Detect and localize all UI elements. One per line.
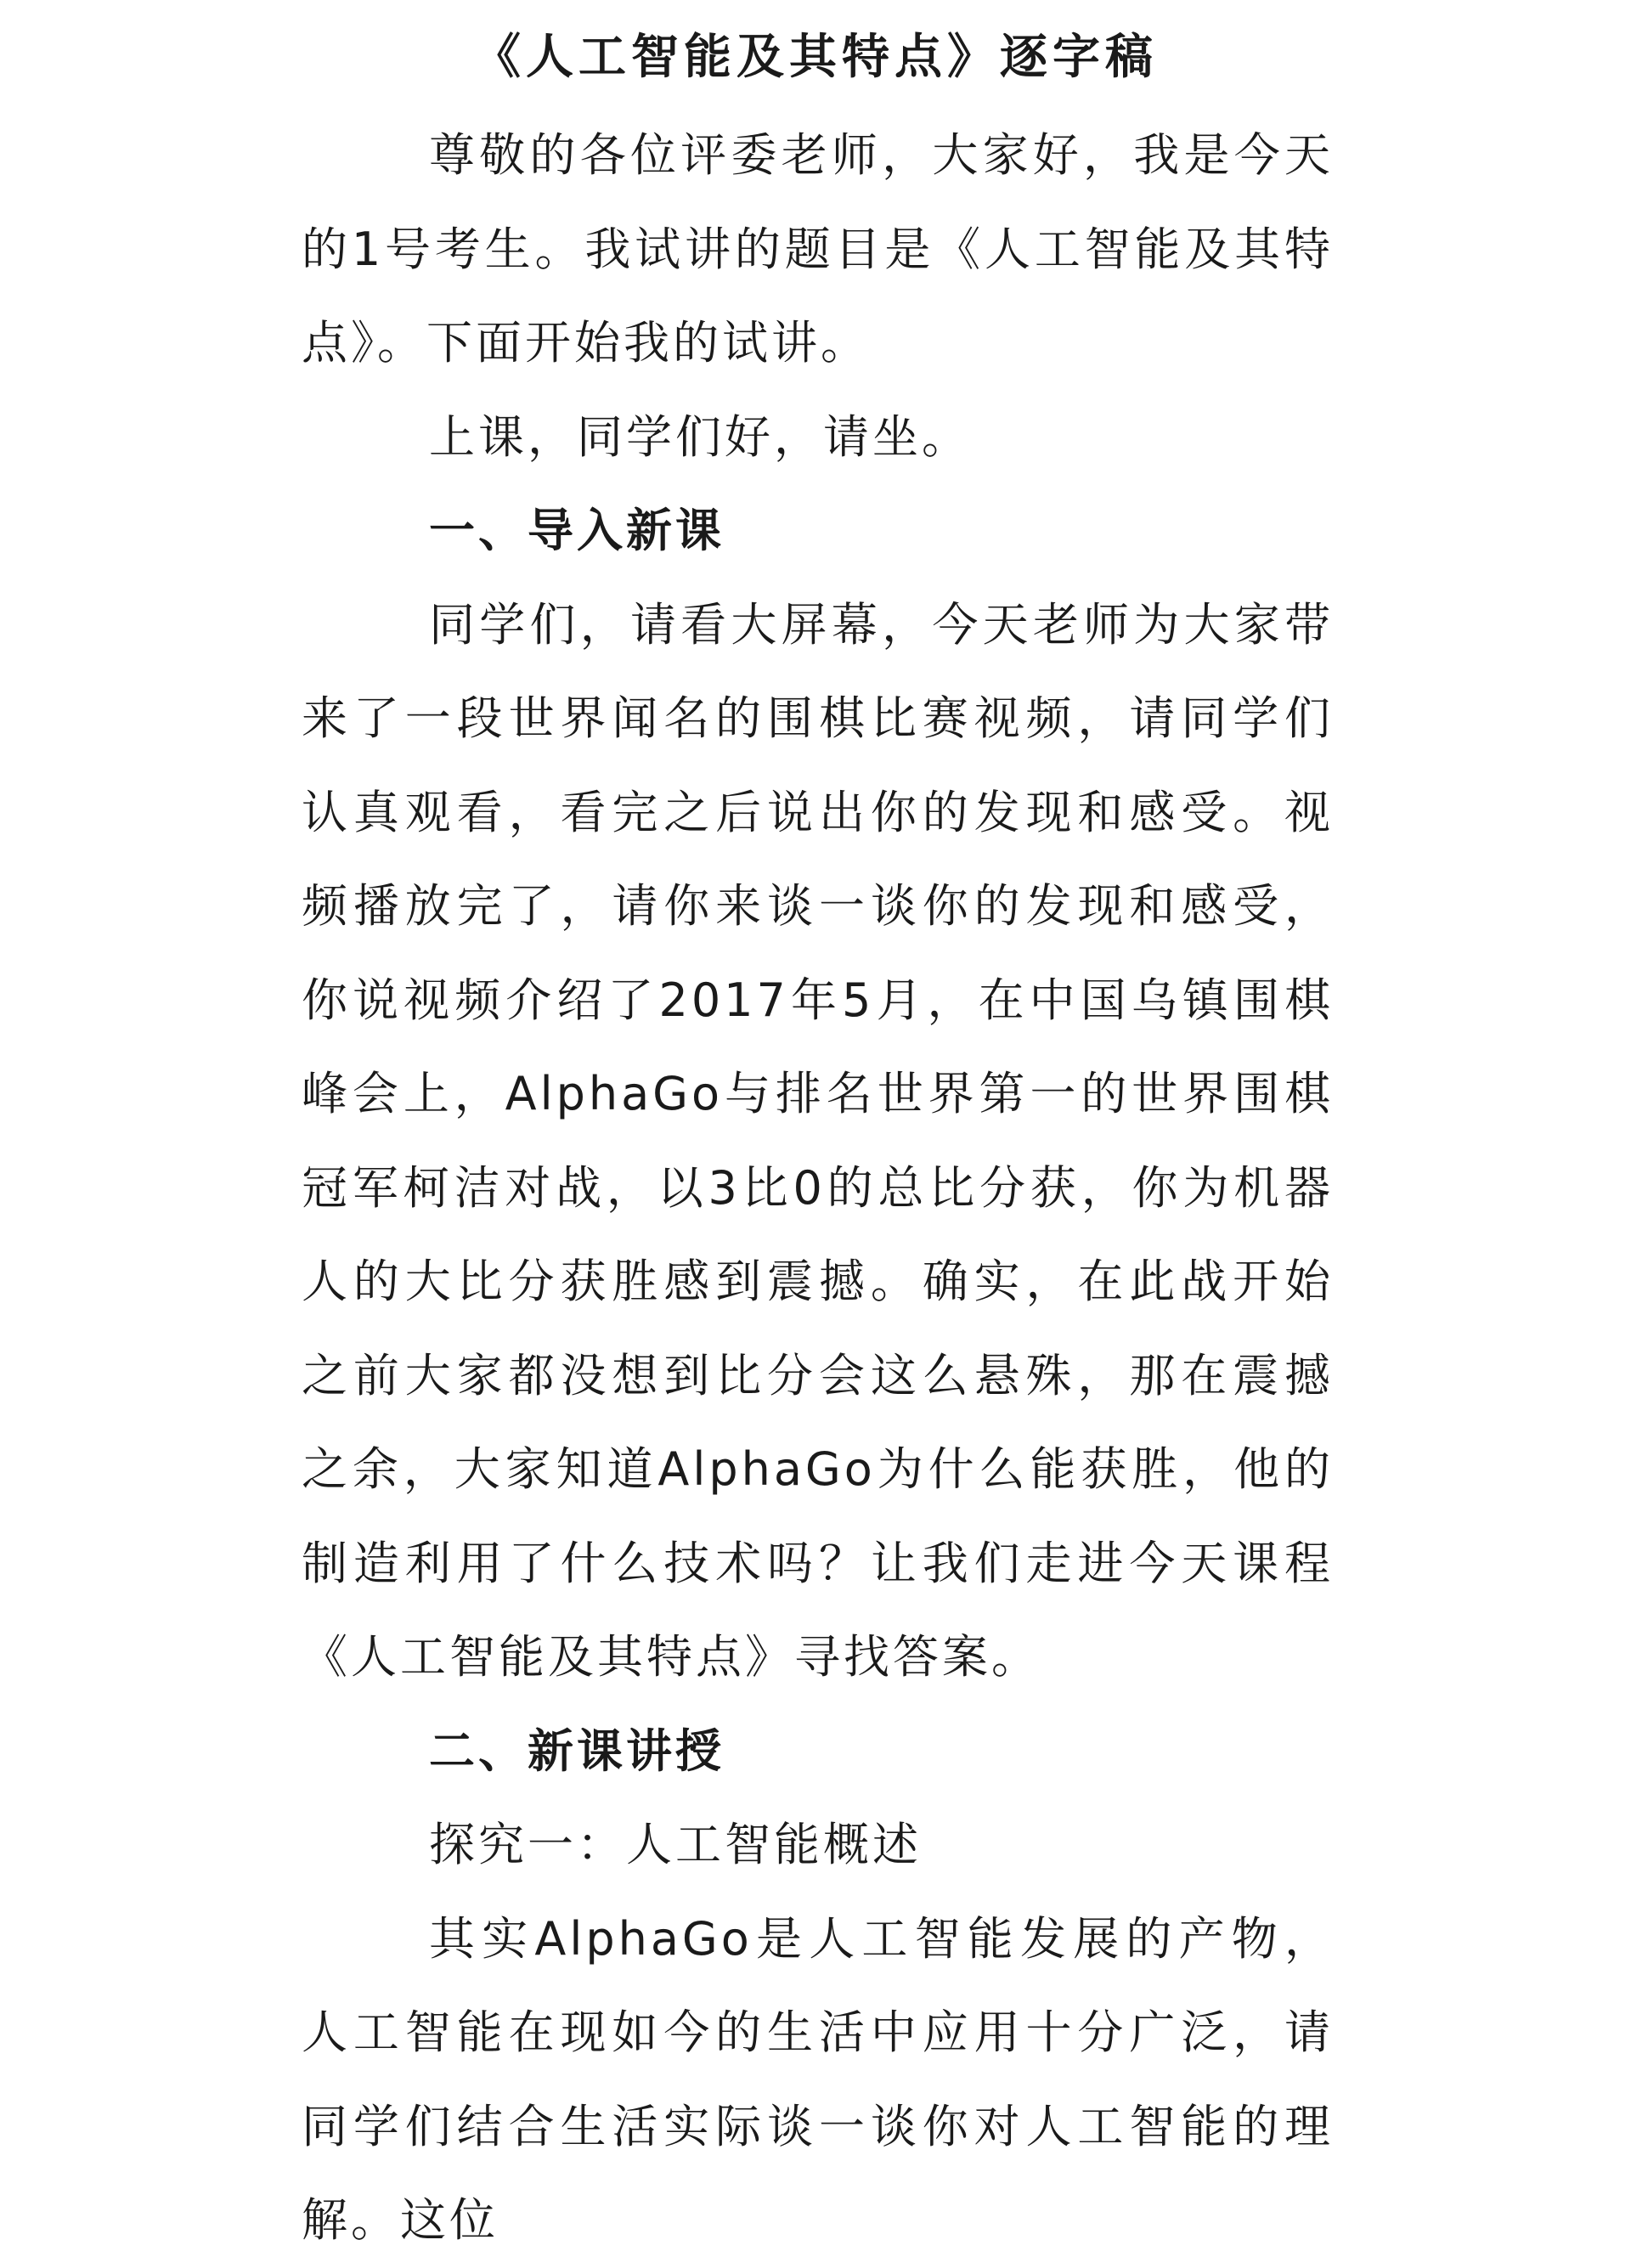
paragraph-greeting: 尊敬的各位评委老师，大家好，我是今天的1号考生。我试讲的题目是《人工智能及其特点》。下面开始我的试讲。: [302, 128, 1334, 370]
paragraph-class-start: 上课，同学们好，请坐。: [429, 409, 971, 464]
subsection-heading-ai-overview: 探究一：人工智能概述: [429, 1818, 922, 1871]
section-heading-new-lesson: 二、新课讲授: [429, 1724, 725, 1778]
section-heading-intro: 一、导入新课: [429, 504, 725, 557]
paragraph-intro: 同学们，请看大屏幕，今天老师为大家带来了一段世界闻名的围棋比赛视频，请同学们认真观看，看完之后说出你的发现和感受。视频播放完了，请你来谈一谈你的发现和感受，你说视频介绍了2017年5月，在中国乌镇围棋峰会上，AlphaGo与排名世界第一的世界围棋冠军柯洁对战，以3比0的总比分获，你为机器人的大比分获胜感到震撼。确实，在此战开始之前大家都没想到比分会这么悬殊，那在震撼之余，大家知道AlphaGo为什么能获胜，他的制造利用了什么技术吗？让我们走进今天课程《人工智能及其特点》寻找答案。: [302, 597, 1334, 1684]
document-body: [302, 109, 1334, 2268]
document-title: 《人工智能及其特点》逐字稿: [473, 30, 1158, 85]
paragraph-ai-overview: 其实AlphaGo是人工智能发展的产物，人工智能在现如今的生活中应用十分广泛，请同学们结合生活实际谈一谈你对人工智能的理解。这位: [302, 1911, 1334, 2247]
